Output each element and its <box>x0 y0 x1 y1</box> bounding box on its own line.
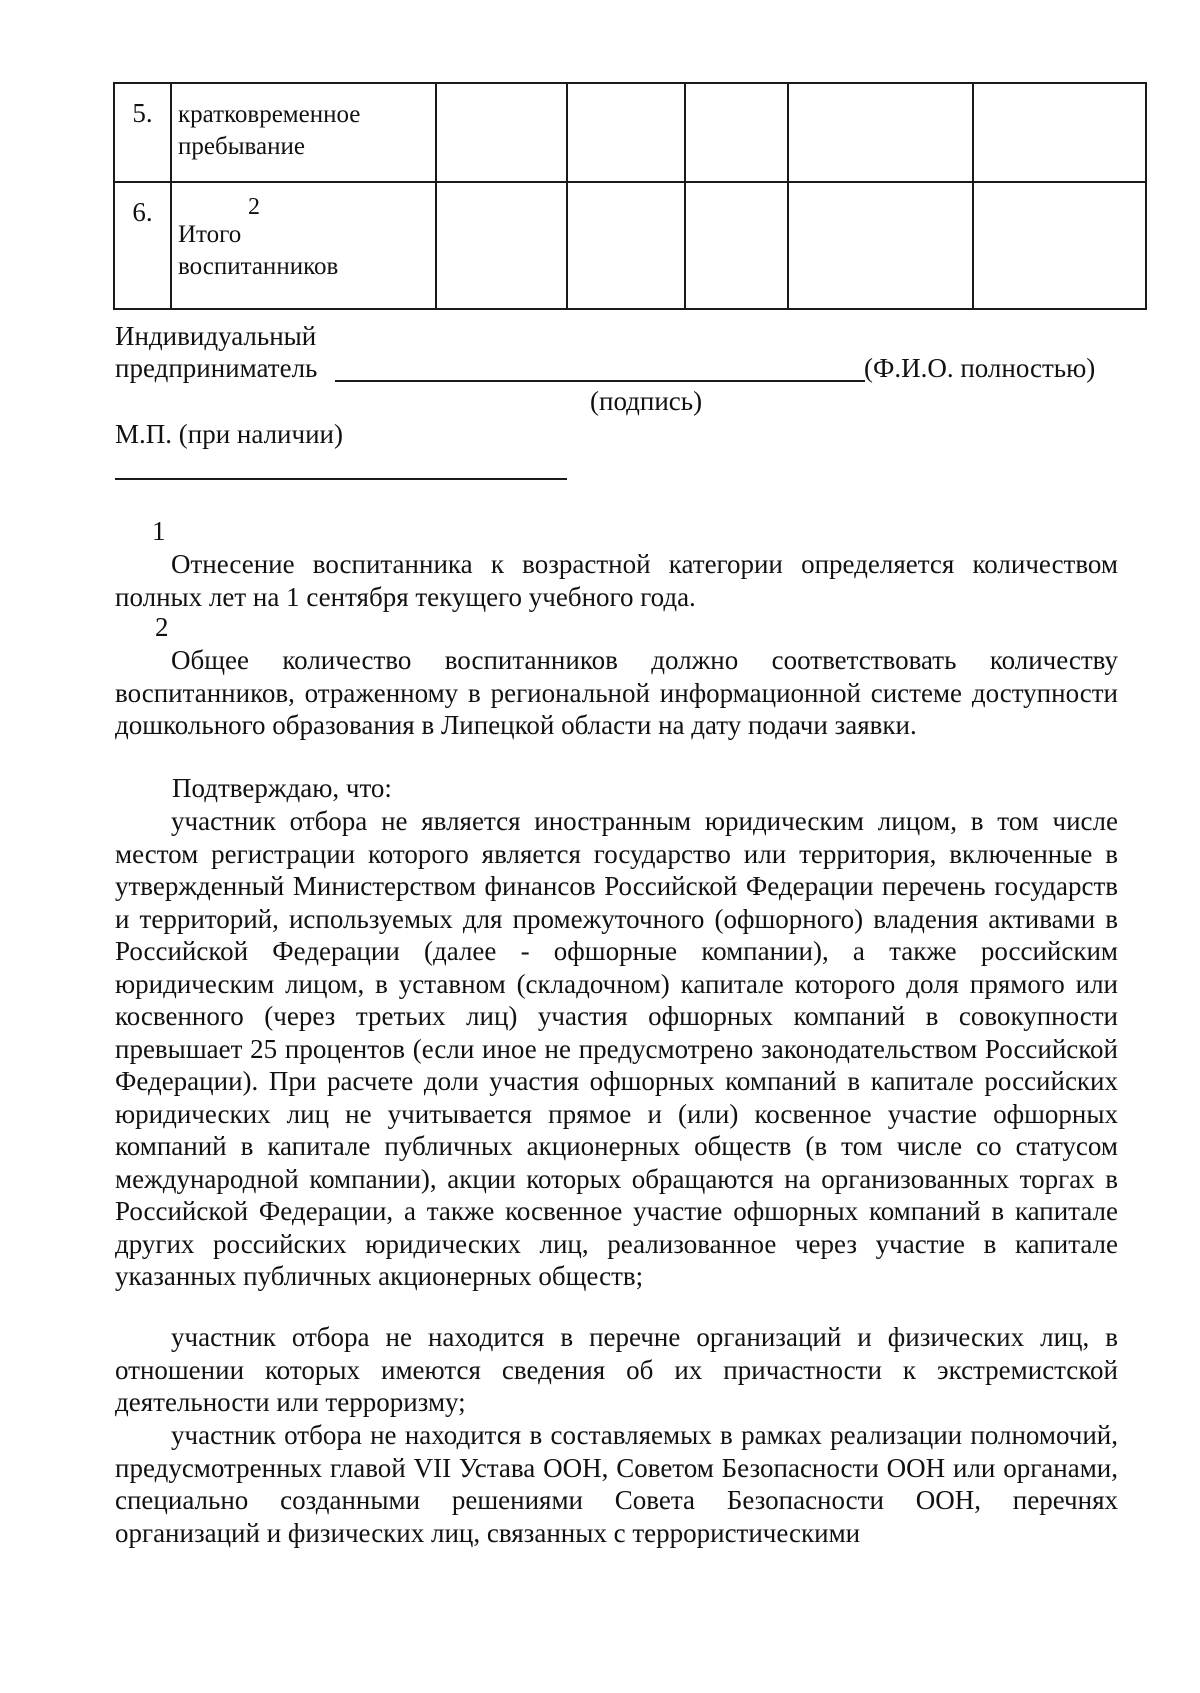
row-label-line: Итого <box>178 221 242 248</box>
confirm-paragraph: участник отбора не находится в составляемых в рамках реализации полномочий, предусмотренных главой VII Устава ООН, Советом Безопасности ООН или органами, специально созданными решениями Совета Безопасности ООН, перечнях организаций и физических лиц, связанных с террористическими <box>115 1420 1118 1548</box>
signer-title-line2: предприниматель <box>115 353 318 383</box>
confirm-heading: Подтверждаю, что: <box>172 773 392 803</box>
row-number: 5. <box>114 83 171 182</box>
confirm-paragraph: участник отбора не находится в перечне организаций и физических лиц, в отношении которых имеются сведения об их причастности к экстремистской деятельности или терроризму; <box>115 1322 1118 1417</box>
footnote-text: Отнесение воспитанника к возрастной категории определяется количеством полных лет на 1 сентября текущего учебного года. <box>115 549 1118 612</box>
pupils-table <box>113 82 1147 310</box>
signature-caption: (подпись) <box>590 386 703 416</box>
footnote-reference: 2 <box>248 194 260 220</box>
footnote-separator <box>115 478 567 480</box>
fio-caption: (Ф.И.О. полностью) <box>864 353 1096 383</box>
stamp-note: М.П. (при наличии) <box>115 419 343 449</box>
table-cell <box>788 182 973 309</box>
footnote-mark: 2 <box>155 612 169 642</box>
table-cell <box>567 182 685 309</box>
table-cell <box>436 83 567 182</box>
table-cell <box>685 83 788 182</box>
table-cell <box>973 182 1146 309</box>
confirm-paragraph: участник отбора не является иностранным юридическим лицом, в том числе местом регистрации которого является государство или территория, включенные в утвержденный Министерством финансов Российской Федерации перечень государств и территорий, используемых для промежуточного (офшорного) владения активами в Российской Федерации (далее - офшорные компании), а также российским юридическим лицом, в уставном (складочном) капитале которого доля прямого или косвенного (через третьих лиц) участия офшорных компаний в совокупности превышает 25 процентов (если иное не предусмотрено законодательством Российской Федерации). При расчете доли участия офшорных компаний в капитале российских юридических лиц не учитывается прямое и (или) косвенное участие офшорных компаний в капитале публичных акционерных обществ (в том числе со статусом международной компании), акции которых обращаются на организованных торгах в Российской Федерации, а также косвенное участие офшорных компаний в капитале других российских юридических лиц, реализованное через участие в капитале указанных публичных акционерных обществ; <box>115 806 1118 1291</box>
table-cell <box>567 83 685 182</box>
row-number: 6. <box>114 182 171 309</box>
footnote-mark: 1 <box>152 516 166 546</box>
row-label <box>171 83 436 182</box>
table-cell <box>788 83 973 182</box>
signer-title-line1: Индивидуальный <box>115 321 317 351</box>
row-label <box>171 182 436 309</box>
signature-underline <box>335 380 865 382</box>
table-row <box>114 83 1146 182</box>
row-label-line: воспитанников <box>178 253 339 280</box>
row-label-line: кратковременное <box>178 101 361 128</box>
table-cell <box>436 182 567 309</box>
table-cell <box>685 182 788 309</box>
footnote-text: Общее количество воспитанников должно соответствовать количеству воспитанников, отраженному в региональной информационной системе доступности дошкольного образования в Липецкой области на дату подачи заявки. <box>115 645 1118 740</box>
table-row <box>114 182 1146 309</box>
row-label-line: пребывание <box>178 133 305 160</box>
table-cell <box>973 83 1146 182</box>
